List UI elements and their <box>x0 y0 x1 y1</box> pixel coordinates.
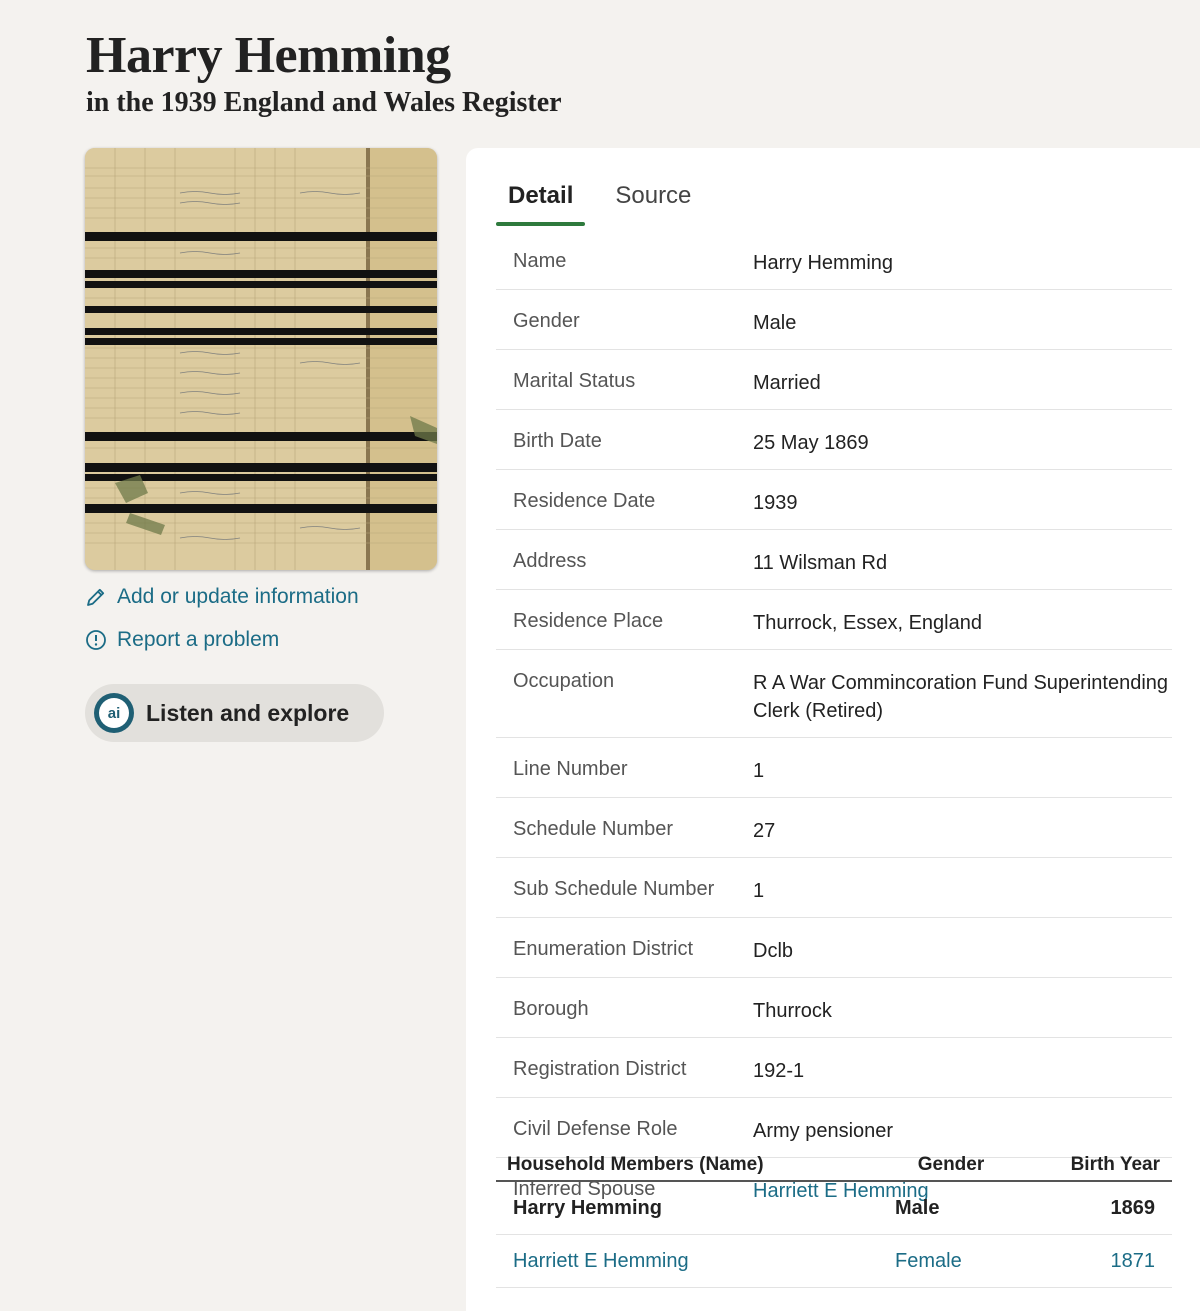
household-member-name-link[interactable]: Harriett E Hemming <box>513 1250 689 1272</box>
detail-row-line-number <box>496 738 1172 798</box>
household-members-table <box>496 1154 1172 1288</box>
detail-label: Birth Date <box>513 430 602 452</box>
page-title: Harry Hemming <box>86 27 451 84</box>
detail-value: 27 <box>753 820 776 842</box>
detail-value: Thurrock <box>753 1000 832 1022</box>
detail-value: 1 <box>753 760 765 782</box>
detail-value: Thurrock, Essex, England <box>753 612 982 634</box>
report-problem-link[interactable] <box>85 628 279 652</box>
household-header-row <box>496 1154 1172 1182</box>
detail-value: Harry Hemming <box>753 252 894 274</box>
household-member-name: Harry Hemming <box>513 1197 662 1219</box>
detail-label: Residence Place <box>513 610 664 632</box>
detail-label: Residence Date <box>513 490 656 512</box>
detail-value: 11 Wilsman Rd <box>753 552 888 574</box>
detail-value: 1939 <box>753 492 798 514</box>
record-detail-panel <box>466 148 1200 1311</box>
page-subtitle: in the 1939 England and Wales Register <box>86 87 562 118</box>
detail-value: Male <box>753 312 797 334</box>
household-row <box>496 1182 1172 1235</box>
detail-row-name <box>496 230 1172 290</box>
household-member-gender: Male <box>895 1197 940 1219</box>
household-row[interactable] <box>496 1235 1172 1288</box>
tab-bar <box>496 178 703 220</box>
detail-value: Army pensioner <box>753 1120 894 1142</box>
record-image-thumbnail[interactable] <box>85 148 437 570</box>
household-header-birth-year: Birth Year <box>1070 1154 1160 1175</box>
detail-label: Marital Status <box>513 370 636 392</box>
detail-table <box>496 230 1172 1217</box>
household-header-gender: Gender <box>917 1154 985 1175</box>
household-member-birth-year-link[interactable]: 1871 <box>1110 1250 1155 1272</box>
detail-row-civil-defense-role <box>496 1098 1172 1158</box>
detail-value: 25 May 1869 <box>753 432 869 454</box>
detail-label: Inferred Spouse <box>513 1178 656 1200</box>
detail-row-birth-date <box>496 410 1172 470</box>
inferred-spouse-link[interactable]: Harriett E Hemming <box>753 1180 929 1202</box>
household-member-gender-link[interactable]: Female <box>895 1250 962 1272</box>
detail-row-sub-schedule-number <box>496 858 1172 918</box>
report-problem-label: Report a problem <box>117 628 280 651</box>
detail-row-gender <box>496 290 1172 350</box>
detail-label: Gender <box>513 310 580 332</box>
household-member-birth-year: 1869 <box>1110 1197 1155 1219</box>
detail-row-address <box>496 530 1172 590</box>
detail-label: Occupation <box>513 670 615 692</box>
detail-row-registration-district <box>496 1038 1172 1098</box>
detail-value: Married <box>753 372 821 394</box>
tab-detail[interactable]: Detail <box>496 178 585 220</box>
detail-row-residence-place <box>496 590 1172 650</box>
pencil-icon <box>85 586 107 608</box>
detail-row-schedule-number <box>496 798 1172 858</box>
detail-value: 1 <box>753 880 765 902</box>
detail-label: Sub Schedule Number <box>513 878 715 900</box>
detail-label: Registration District <box>513 1058 687 1080</box>
detail-label: Civil Defense Role <box>513 1118 678 1140</box>
ai-icon: ai <box>94 693 134 733</box>
detail-label: Name <box>513 250 567 272</box>
detail-row-residence-date <box>496 470 1172 530</box>
detail-label: Address <box>513 550 587 572</box>
detail-label: Line Number <box>513 758 628 780</box>
detail-value: 192-1 <box>753 1060 805 1082</box>
alert-circle-icon <box>85 629 107 651</box>
detail-row-occupation <box>496 650 1172 738</box>
listen-and-explore-button[interactable] <box>85 684 384 742</box>
detail-label: Enumeration District <box>513 938 694 960</box>
detail-row-enumeration-district <box>496 918 1172 978</box>
add-update-information-label: Add or update information <box>117 585 359 608</box>
add-update-information-link[interactable] <box>85 585 359 609</box>
tab-source[interactable]: Source <box>615 182 692 209</box>
household-header-name: Household Members (Name) <box>507 1154 764 1175</box>
listen-and-explore-label: Listen and explore <box>146 699 350 726</box>
detail-value: Dclb <box>753 940 794 962</box>
detail-row-borough <box>496 978 1172 1038</box>
detail-value: R A War Commincoration Fund Superintending Clerk (Retired) <box>753 672 1169 722</box>
detail-label: Borough <box>513 998 589 1020</box>
detail-label: Schedule Number <box>513 818 674 840</box>
detail-row-marital-status <box>496 350 1172 410</box>
